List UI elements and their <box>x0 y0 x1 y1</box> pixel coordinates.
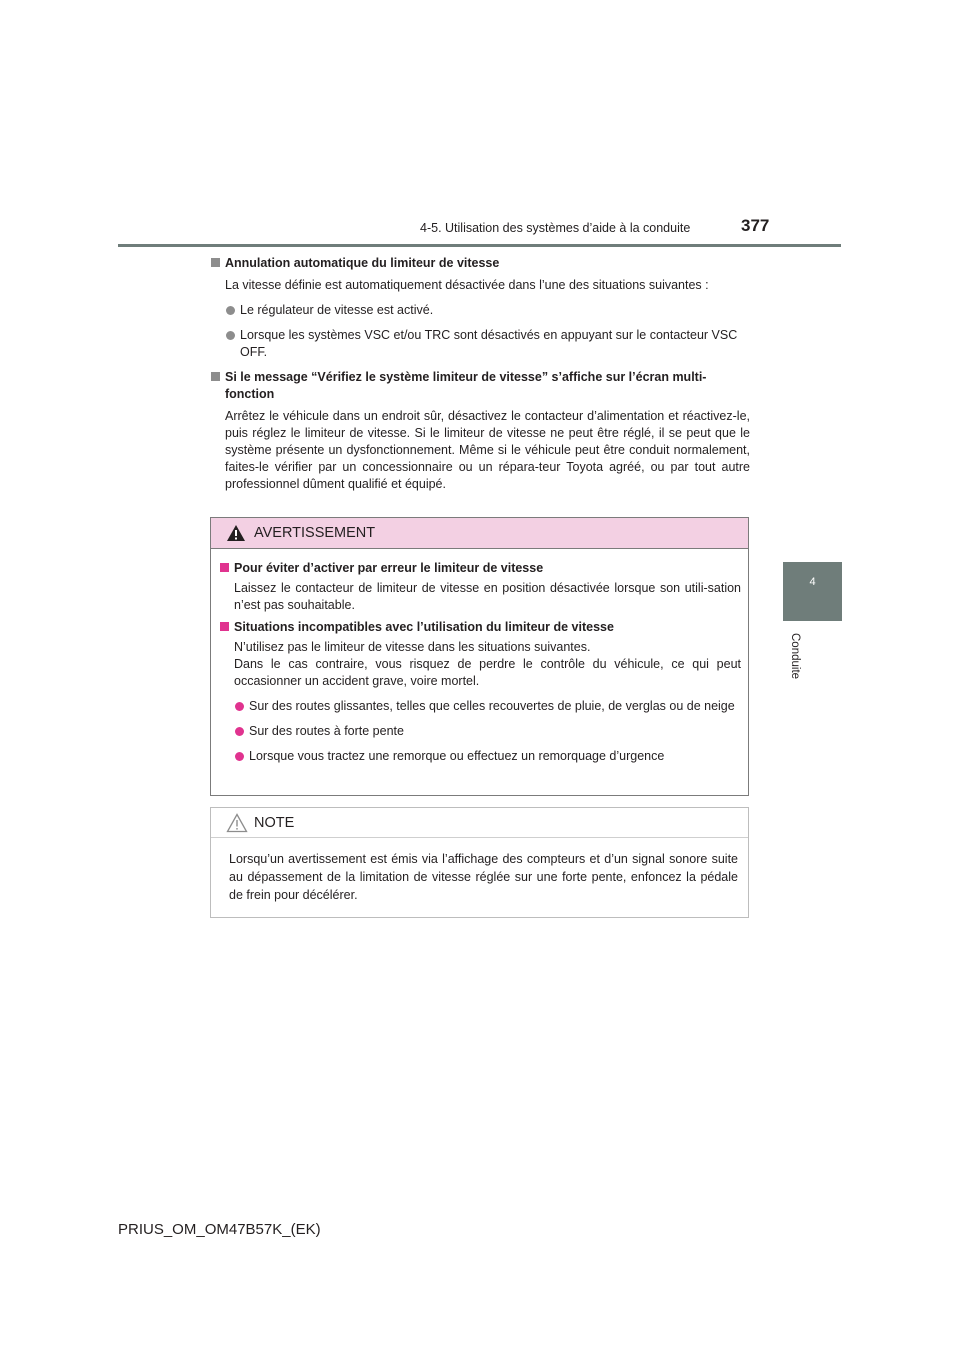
round-bullet-icon <box>235 752 244 761</box>
square-bullet-icon <box>211 372 220 381</box>
warning-title: AVERTISSEMENT <box>254 525 376 541</box>
warning-header <box>211 518 748 549</box>
list-item: Lorsque les systèmes VSC et/ou TRC sont désactivés en appuyant sur le contacteur VSC OFF. <box>210 327 750 361</box>
chapter-number: 4 <box>809 576 816 588</box>
list-item: Lorsque vous tractez une remorque ou effectuez un remorquage d’urgence <box>219 748 741 765</box>
paragraph: Arrêtez le véhicule dans un endroit sûr, désactivez le contacteur d’alimentation et réactivez-le, puis réglez le limiteur de vitesse. Si le limiteur de vitesse ne peut être réglé, il se peut que le système présente un dysfonctionnement. Même si le véhicule peut être conduit normalement, faites-le vérifier par un concessionnaire ou un répara-teur Toyota agréé, ou par tout autre professionnel dûment qualifié et équipé. <box>225 409 750 491</box>
chapter-label: Conduite <box>789 633 801 680</box>
section-title: 4-5. Utilisation des systèmes d’aide à la conduite <box>420 221 691 235</box>
square-bullet-icon <box>220 622 229 631</box>
note-text: Lorsqu’un avertissement est émis via l’affichage des compteurs et d’un signal sonore suite au dépassement de la limitation de vitesse réglée sur une forte pente, enfoncez la pédale de frein pour décélérer. <box>229 852 738 902</box>
note-header <box>211 808 748 838</box>
paragraph: La vitesse définie est automatiquement désactivée dans l’une des situations suivantes : <box>225 278 709 292</box>
chapter-tab[interactable] <box>783 562 842 621</box>
list-item: Sur des routes glissantes, telles que celles recouvertes de pluie, de verglas ou de neige <box>219 698 741 715</box>
paragraph: Dans le cas contraire, vous risquez de perdre le contrôle du véhicule, ce qui peut occasionner un accident grave, voire mortel. <box>234 657 741 688</box>
round-bullet-icon <box>235 727 244 736</box>
warning-body <box>211 549 748 765</box>
round-bullet-icon <box>226 306 235 315</box>
subheading: Situations incompatibles avec l’utilisation du limiteur de vitesse <box>219 619 741 636</box>
note-title: NOTE <box>254 815 295 831</box>
list-item: Sur des routes à forte pente <box>219 723 741 740</box>
round-bullet-icon <box>235 702 244 711</box>
square-bullet-icon <box>211 258 220 267</box>
subheading: Si le message “Vérifiez le système limiteur de vitesse” s’affiche sur l’écran multi-fonction <box>210 369 750 403</box>
warning-box <box>210 517 749 796</box>
warning-triangle-icon <box>226 524 246 542</box>
square-bullet-icon <box>220 563 229 572</box>
round-bullet-icon <box>226 331 235 340</box>
paragraph: N’utilisez pas le limiteur de vitesse dans les situations suivantes. <box>234 640 591 654</box>
caution-triangle-icon <box>226 813 248 833</box>
main-content <box>210 255 750 493</box>
note-box <box>210 807 749 918</box>
paragraph: Laissez le contacteur de limiteur de vitesse en position désactivée lorsque son utili-sation n’est pas souhaitable. <box>234 581 741 612</box>
header-divider <box>118 244 841 247</box>
page-number: 377 <box>741 216 770 235</box>
list-item: Le régulateur de vitesse est activé. <box>210 302 750 319</box>
subheading: Annulation automatique du limiteur de vitesse <box>210 255 750 272</box>
document-id: PRIUS_OM_OM47B57K_(EK) <box>118 1221 321 1238</box>
subheading: Pour éviter d’activer par erreur le limiteur de vitesse <box>219 560 741 577</box>
